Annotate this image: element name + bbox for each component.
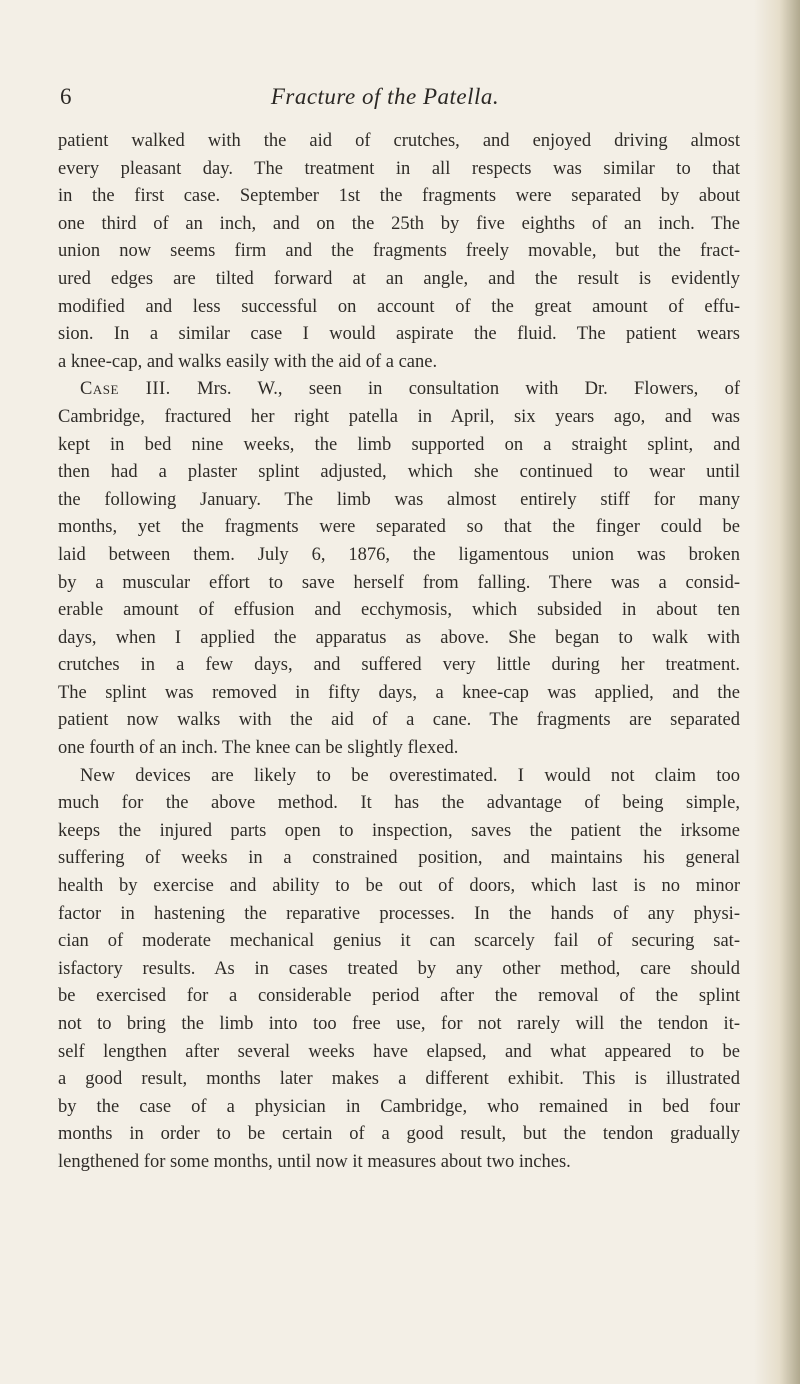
text-line: Cambridge, fractured her right patella in April, six years ago, and was bbox=[58, 406, 740, 427]
text-line: a good result, months later makes a different exhibit. This is illustrated bbox=[58, 1069, 740, 1090]
paragraph-2 bbox=[58, 376, 740, 762]
text-line: the following January. The limb was almost entirely stiff for many bbox=[58, 489, 740, 510]
text-line bbox=[58, 376, 740, 404]
text-line: factor in hastening the reparative processes. In the hands of any physi- bbox=[58, 903, 740, 924]
text-line: not to bring the limb into too free use, for not rarely will the tendon it- bbox=[58, 1014, 740, 1034]
text-line: months in order to be certain of a good result, but the tendon gradually bbox=[58, 1124, 740, 1145]
text-line: kept in bed nine weeks, the limb supported on a straight splint, and bbox=[58, 434, 740, 455]
text-line: union now seems firm and the fragments freely movable, but the fract- bbox=[58, 241, 740, 262]
text-line: keeps the injured parts open to inspection, saves the patient the irksome bbox=[58, 820, 740, 841]
text-line: modified and less successful on account of the great amount of effu- bbox=[58, 296, 740, 317]
page-edge-shadow bbox=[754, 0, 800, 1384]
text-line: patient walked with the aid of crutches, and enjoyed driving almost bbox=[58, 131, 740, 151]
text-line: by the case of a physician in Cambridge, who remained in bed four bbox=[58, 1096, 740, 1117]
text-line: cian of moderate mechanical genius it can scarcely fail of securing sat- bbox=[58, 931, 740, 952]
text-line: days, when I applied the apparatus as above. She began to walk with bbox=[58, 627, 740, 648]
text-line: ured edges are tilted forward at an angle, and the result is evidently bbox=[58, 268, 740, 289]
text-line: months, yet the fragments were separated so that the finger could be bbox=[58, 517, 740, 538]
text-line: New devices are likely to be overestimated. I would not claim too bbox=[80, 765, 740, 786]
text-line: health by exercise and ability to be out of doors, which last is no minor bbox=[58, 876, 740, 897]
text-line: suffering of weeks in a constrained position, and maintains his general bbox=[58, 848, 740, 869]
paragraph-3 bbox=[58, 763, 740, 1177]
text-line: in the first case. September 1st the fragments were separated by about bbox=[58, 186, 740, 207]
text-line: one fourth of an inch. The knee can be slightly flexed. bbox=[58, 738, 459, 759]
text-line: self lengthen after several weeks have elapsed, and what appeared to be bbox=[58, 1041, 740, 1062]
text-line: then had a plaster splint adjusted, which she continued to wear until bbox=[58, 462, 740, 483]
text-line-rest: Mrs. W., seen in consultation with Dr. Flowers, of bbox=[170, 379, 740, 400]
body-text bbox=[58, 128, 740, 1177]
text-line: isfactory results. As in cases treated by any other method, care should bbox=[58, 958, 740, 979]
text-line: sion. In a similar case I would aspirate the fluid. The patient wears bbox=[58, 324, 740, 345]
text-line: much for the above method. It has the advantage of being simple, bbox=[58, 793, 740, 814]
running-title: Fracture of the Patella. bbox=[270, 84, 500, 109]
paragraph-1 bbox=[58, 128, 740, 376]
case-label: Case III. bbox=[80, 379, 171, 400]
page-header bbox=[60, 84, 710, 114]
text-line: crutches in a few days, and suffered very little during her treatment. bbox=[58, 655, 740, 676]
text-line: The splint was removed in fifty days, a knee-cap was applied, and the bbox=[58, 682, 740, 703]
text-line: a knee-cap, and walks easily with the aid of a cane. bbox=[58, 351, 438, 372]
text-line: patient now walks with the aid of a cane. The fragments are separated bbox=[58, 710, 740, 731]
text-line: one third of an inch, and on the 25th by five eighths of an inch. The bbox=[58, 213, 740, 234]
page-number: 6 bbox=[60, 84, 72, 109]
text-line: lengthened for some months, until now it measures about two inches. bbox=[58, 1151, 571, 1172]
text-line: laid between them. July 6, 1876, the ligamentous union was broken bbox=[58, 544, 740, 565]
text-line: erable amount of effusion and ecchymosis, which subsided in about ten bbox=[58, 600, 740, 621]
text-line: every pleasant day. The treatment in all respects was similar to that bbox=[58, 158, 740, 179]
text-line: by a muscular effort to save herself from falling. There was a consid- bbox=[58, 572, 740, 593]
text-line: be exercised for a considerable period after the removal of the splint bbox=[58, 986, 740, 1007]
